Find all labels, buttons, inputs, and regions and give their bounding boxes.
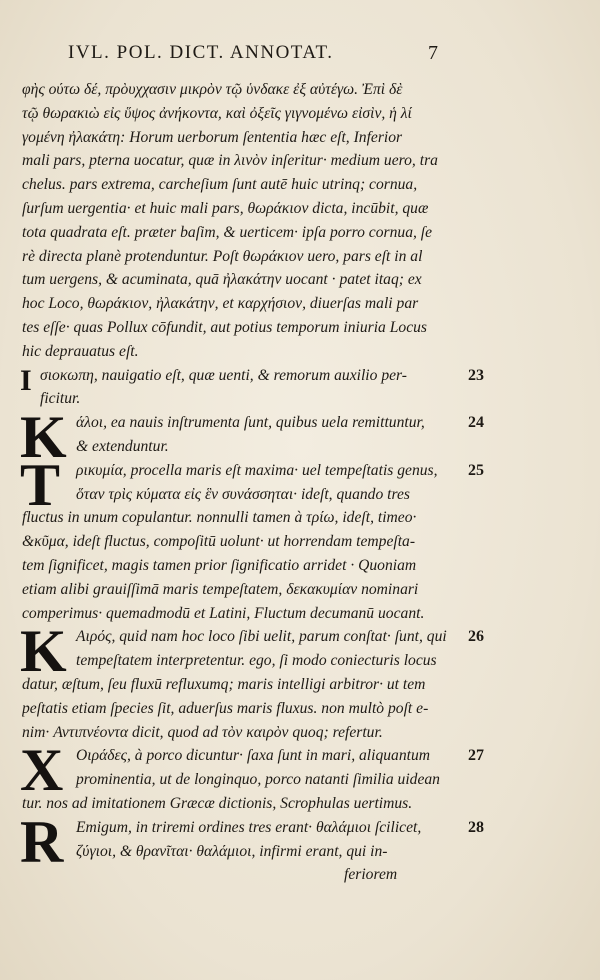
drop-cap-initial: T — [20, 451, 61, 518]
entry-number: 27 — [468, 747, 484, 765]
annotation-entry — [20, 451, 484, 626]
text-line: σιοκωπη, nauigatio eſt, quæ uenti, & remorum auxilio per- — [40, 366, 407, 384]
text-line: etiam alibi grauiſſimā maris tempeſtatem, δεκακυμίαν nominari — [22, 580, 419, 598]
text-line: Emigum, in triremi ordines tres erant· θαλάμιοι ſcilicet, — [76, 818, 422, 836]
text-line: fluctus in unum copulantur. nonnulli tamen à τρίω, ideſt, timeo· — [22, 509, 417, 527]
text-line: Αιρός, quid nam hoc loco ſibi uelit, parum conſtat· ſunt, qui — [76, 628, 447, 646]
running-head: IVL. POL. DICT. ANNOTAT. — [68, 42, 334, 63]
text-line: &κῦμα, ideſt fluctus, compoſitū uolunt· ut horrendam tempeſta- — [22, 533, 416, 551]
text-line: ὅταν τρὶς κύματα εἰς ἓν συνάσσηται· ideſt, quando tres — [76, 485, 410, 503]
text-line: ρικυμία, procella maris eſt maxima· uel tempeſtatis genus, — [76, 461, 438, 479]
text-line: φὴς ούτω δέ, πρὸυχχασιν μικρὸν τῷ ὑνδακε ἐξ αὐτέγω. Ἐπὶ δὲ — [22, 81, 403, 98]
entry-number: 28 — [468, 818, 484, 836]
entry-number: 26 — [468, 628, 484, 646]
entry-number: 23 — [468, 366, 484, 384]
annotation-entry — [20, 618, 484, 744]
catchword: feriorem — [344, 866, 398, 884]
annotation-entry — [20, 363, 484, 412]
text-line: ficitur. — [40, 390, 81, 408]
page-number: 7 — [428, 42, 438, 64]
page-text — [20, 78, 484, 887]
text-line: γομένη ἠλακάτη: Horum uerborum ſententia hæc eſt, Inferior — [22, 128, 403, 146]
drop-cap-initial: K — [20, 404, 67, 471]
text-line: & extenduntur. — [76, 437, 169, 455]
entry-number: 24 — [468, 414, 484, 432]
drop-cap-initial: K — [20, 618, 67, 685]
text-line: hic deprauatus eſt. — [22, 342, 139, 360]
text-line: chelus. pars extrema, carcheſium ſunt autē huic utrinq; cornua, — [22, 176, 418, 194]
text-line: prominentia, ut de longinquo, porco natanti ſimilia uidean — [76, 771, 440, 789]
text-line: peſtatis etiam ſpecies ſit, aduerſus maris fluxus. non multò poſt e- — [22, 699, 429, 717]
drop-cap-initial: R — [20, 808, 64, 875]
entry-number: 25 — [468, 461, 484, 479]
text-line: nim· Αντιπνέοντα dicit, quod ad τὸν καιρὸν quoq; refertur. — [22, 723, 383, 741]
text-line: Οιράδες, à porco dicuntur· ſaxa ſunt in mari, aliquantum — [76, 747, 431, 765]
text-line: mali pars, pterna uocatur, quæ in λινὸν inſeritur· medium uero, tra — [22, 152, 438, 170]
annotation-entry — [20, 808, 484, 887]
annotation-entry — [20, 737, 484, 815]
text-line: tum uergens, & acuminata, quā ἠλακάτην uocant · patet itaq; ex — [22, 271, 422, 289]
text-line: datur, æſtum, ſeu fluxū refluxumq; maris intelligi arbitror· ut tem — [22, 675, 426, 693]
text-line: tota quadrata eſt. præter baſim, & uerticem· ipſa porro cornua, ſe — [22, 223, 433, 241]
text-line: tur. nos ad imitationem Græcæ dictionis, Scrophulas uertimus. — [22, 794, 413, 812]
text-line: τῷ θωρακιὼ εἰς ὕψος ἀνήκοντα, καὶ ὀξεῖς γιγνομένω εἰσὶν, ἡ λί — [22, 104, 412, 122]
text-line: tem ſignificet, magis tamen prior ſignificatio arridet · Quoniam — [22, 556, 417, 574]
text-line: άλοι, ea nauis inſtrumenta ſunt, quibus uela remittuntur, — [76, 414, 425, 432]
text-line: comperimus· quemadmodū et Latini, Fluctum decumanū uocant. — [22, 604, 425, 622]
intro-paragraph — [22, 78, 462, 364]
text-line: hoc Loco, θωράκιον, ἠλακάτην, et καρχήσιον, diuerſas mali par — [22, 295, 419, 313]
text-line: ſurſum uergentia· et huic mali pars, θωράκιον dicta, incūbit, quæ — [22, 199, 429, 217]
drop-cap-initial: X — [20, 737, 64, 804]
text-line: rè directa planè protenduntur. Poſt θωράκιον uero, pars eſt in al — [22, 247, 423, 265]
text-line: tes eſſe· quas Pollux cōfundit, aut potius temporum iniuria Locus — [22, 318, 427, 336]
text-line: tempeſtatem interpretentur. ego, ſi modo coniecturis locus — [76, 652, 437, 670]
drop-cap-initial: I — [20, 363, 32, 397]
text-line: ζύγιοι, & θρανῖται· θαλάμιοι, infirmi erant, qui in- — [76, 842, 388, 860]
